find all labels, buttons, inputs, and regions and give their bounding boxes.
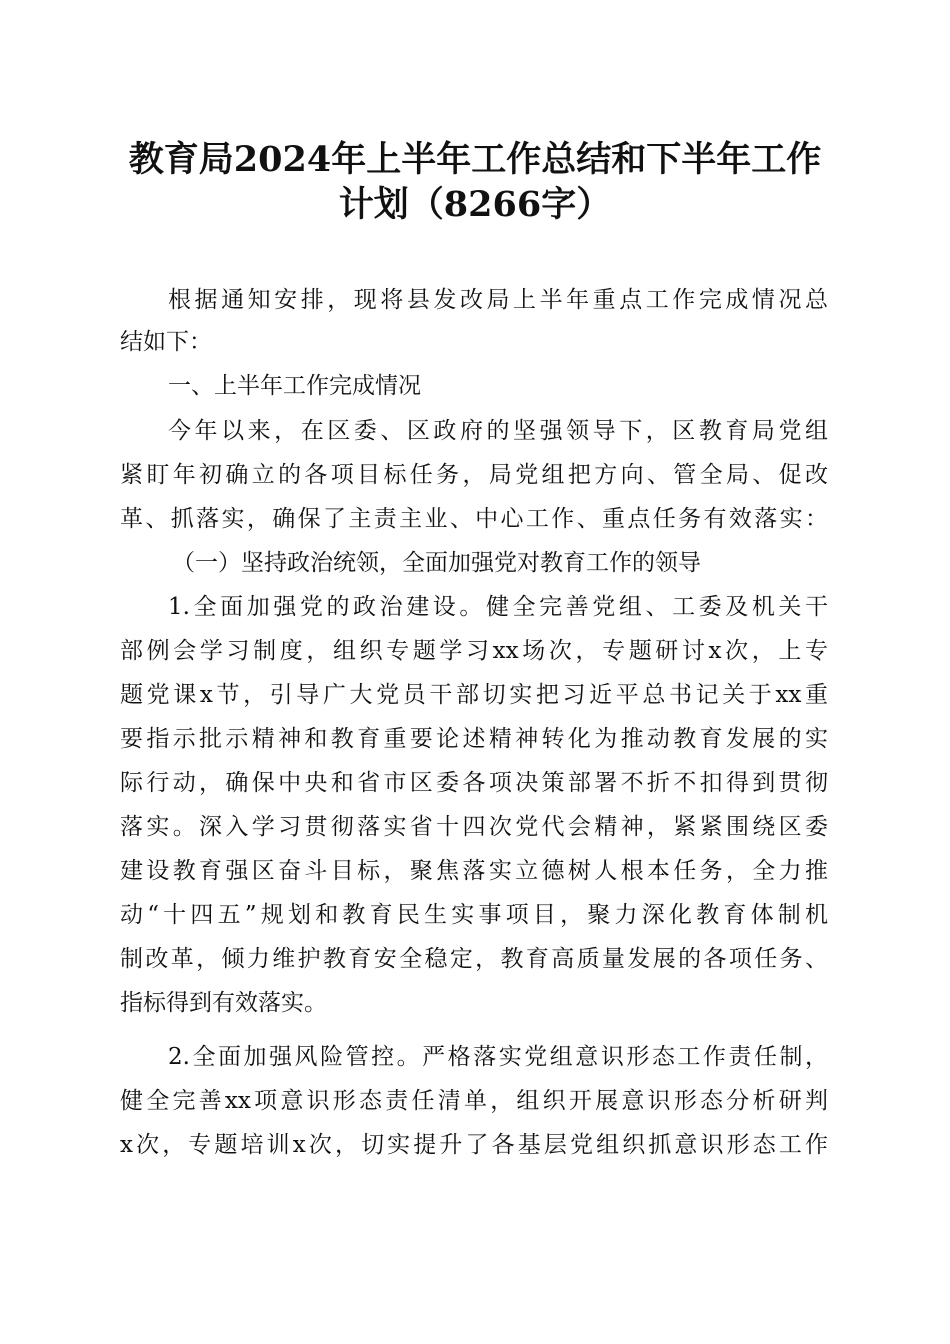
paragraph-line: 健全完善xx项意识形态责任清单，组织开展意识形态分析研判 xyxy=(120,1088,828,1114)
paragraph-line: 1.全面加强党的政治建设。健全完善党组、工委及机关干 xyxy=(168,594,828,620)
paragraph-line: 动“十四五”规划和教育民生实事项目，聚力深化教育体制机 xyxy=(120,902,828,928)
paragraph-line: 题党课x节，引导广大党员干部切实把习近平总书记关于xx重 xyxy=(120,682,828,708)
paragraph-line: 落实。深入学习贯彻落实省十四次党代会精神，紧紧围绕区委 xyxy=(120,814,828,840)
paragraph-line: 部例会学习制度，组织专题学习xx场次，专题研讨x次，上专 xyxy=(120,638,828,664)
paragraph-line: x次，专题培训x次，切实提升了各基层党组织抓意识形态工作 xyxy=(120,1132,828,1158)
intro-line: 结如下： xyxy=(120,329,212,355)
title-line: 计划（8266字） xyxy=(338,184,612,225)
paragraph-line: 建设教育强区奋斗目标，聚焦落实立德树人根本任务，全力推 xyxy=(120,858,828,884)
title-line: 教育局2024年上半年工作总结和下半年工作 xyxy=(128,139,822,180)
paragraph-line: 2.全面加强风险管控。严格落实党组意识形态工作责任制， xyxy=(168,1044,828,1070)
section-heading: 一、上半年工作完成情况 xyxy=(168,373,421,399)
paragraph-line: 今年以来，在区委、区政府的坚强领导下，区教育局党组 xyxy=(168,418,828,444)
paragraph-line: 制改革，倾力维护教育安全稳定，教育高质量发展的各项任务、 xyxy=(120,946,828,972)
paragraph-line: 革、抓落实，确保了主责主业、中心工作、重点任务有效落实： xyxy=(120,506,828,532)
paragraph-line: 要指示批示精神和教育重要论述精神转化为推动教育发展的实 xyxy=(120,726,828,752)
subsection-heading: （一）坚持政治统领，全面加强党对教育工作的领导 xyxy=(172,550,701,576)
paragraph-line: 际行动，确保中央和省市区委各项决策部署不折不扣得到贯彻 xyxy=(120,770,828,796)
intro-line: 根据通知安排，现将县发改局上半年重点工作完成情况总 xyxy=(168,287,828,313)
paragraph-line: 指标得到有效落实。 xyxy=(120,990,327,1016)
paragraph-line: 紧盯年初确立的各项目标任务，局党组把方向、管全局、促改 xyxy=(120,462,828,488)
